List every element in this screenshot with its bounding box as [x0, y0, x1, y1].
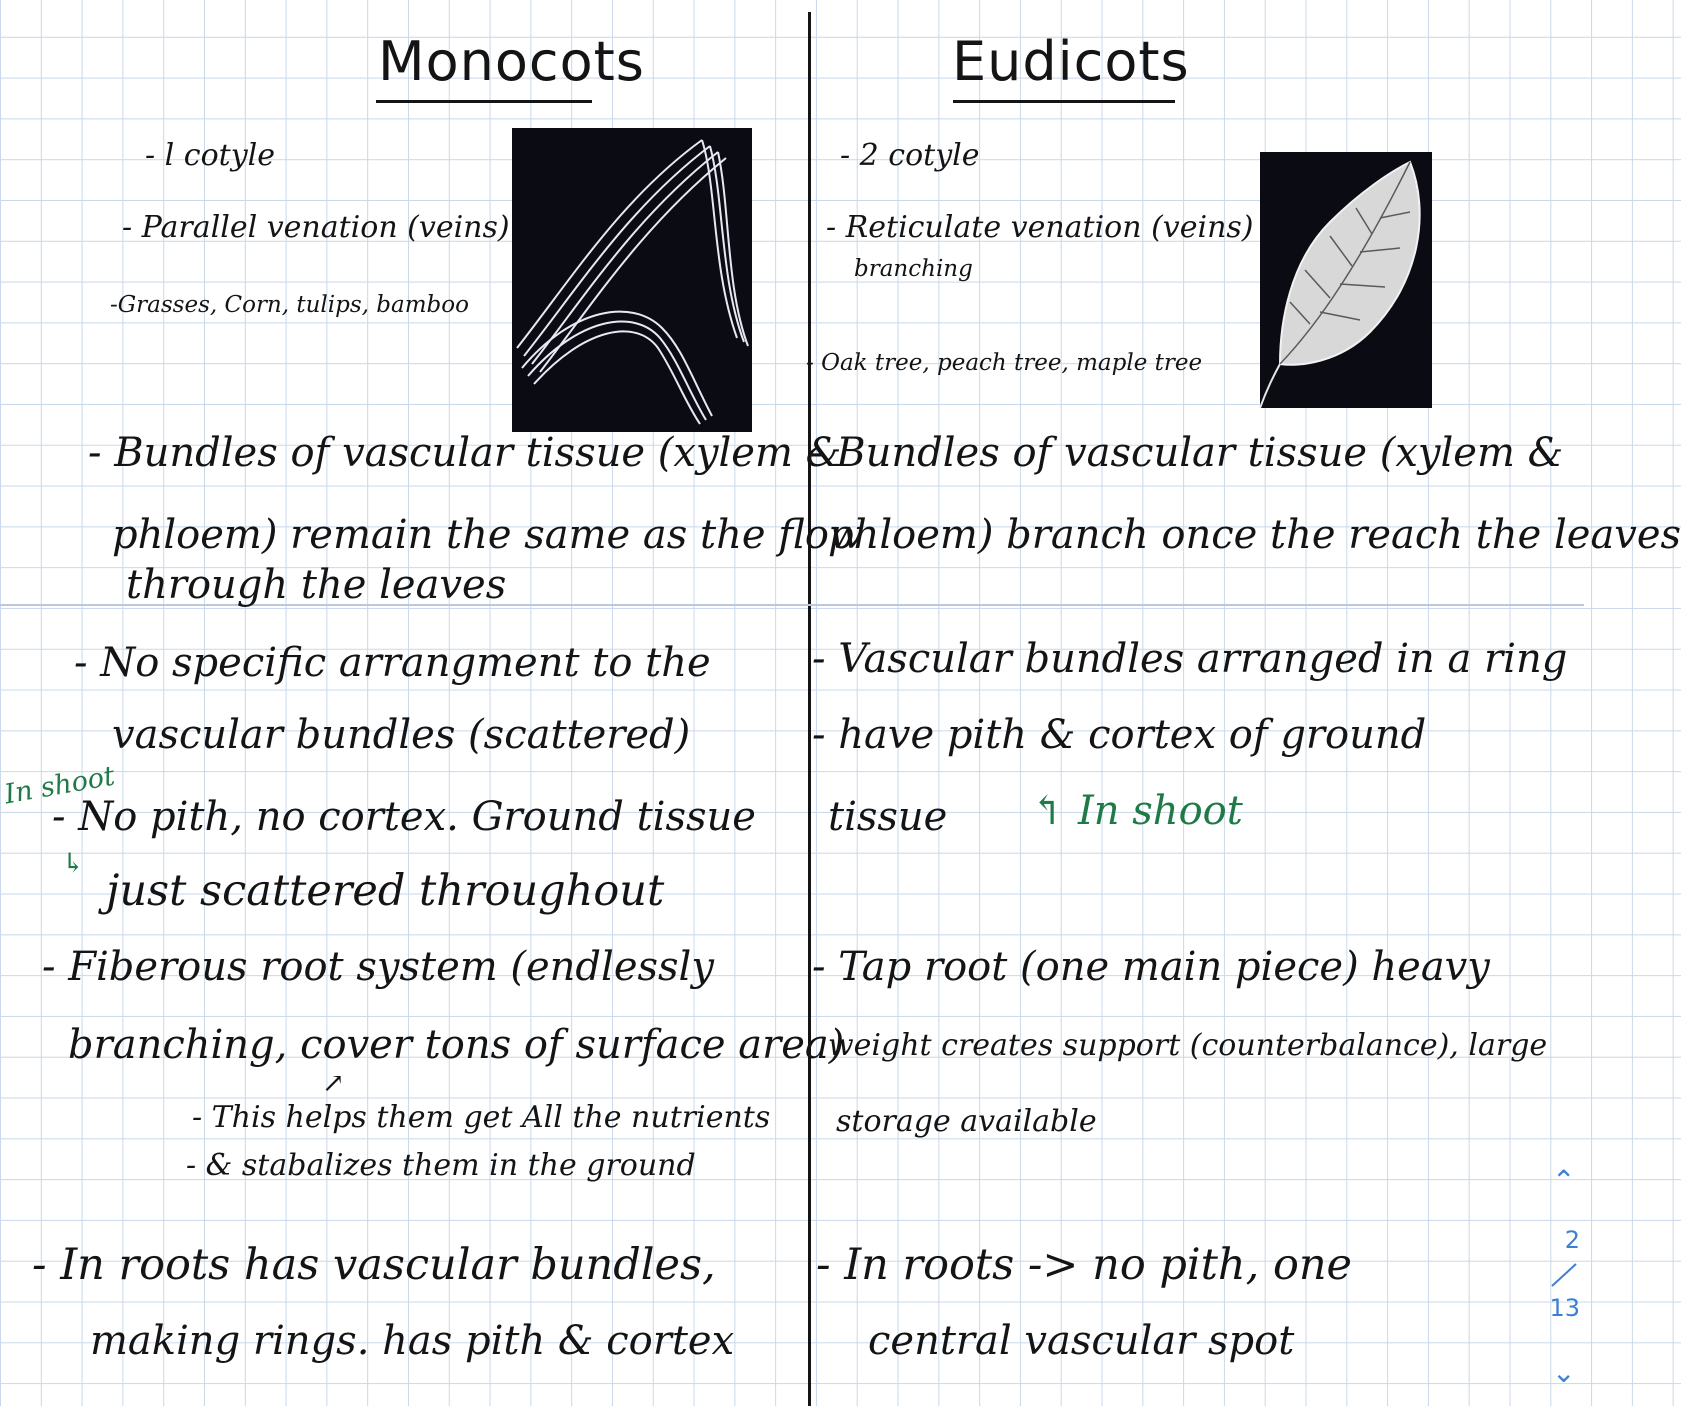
monocots-bundles-line3: through the leaves — [126, 562, 507, 608]
eudicots-heading-underline — [953, 100, 1175, 103]
page-up-chevron-icon[interactable]: ⌃ — [1552, 1164, 1576, 1197]
eudicots-tap-line3: storage available — [836, 1104, 1097, 1139]
monocots-pith-line1: - No pith, no cortex. Ground tissue — [52, 794, 756, 840]
monocots-root-line2: branching, cover tons of surface area) — [68, 1022, 845, 1068]
eudicots-roots-line1: - In roots -> no pith, one — [816, 1240, 1352, 1290]
monocots-bundles-line2: phloem) remain the same as the flow — [112, 512, 864, 558]
monocot-leaf-image — [512, 128, 752, 432]
monocots-roots-line1: - In roots has vascular bundles, — [32, 1240, 716, 1290]
monocots-caret-arrow-icon: ↗ — [322, 1068, 345, 1099]
monocots-venation: - Parallel venation (veins) — [122, 210, 510, 245]
monocots-heading: Monocots — [378, 30, 645, 93]
page-navigator — [1544, 1164, 1584, 1406]
monocots-sub-point-2: - & stabalizes them in the ground — [186, 1148, 696, 1183]
total-pages-number: 13 — [1549, 1294, 1580, 1322]
eudicots-venation: - Reticulate venation (veins) — [826, 210, 1254, 245]
monocots-arrangement-line2: vascular bundles (scattered) — [112, 712, 691, 758]
eudicot-leaf-image — [1260, 152, 1432, 408]
eudicots-roots-line2: central vascular spot — [868, 1318, 1295, 1364]
eudicots-tap-line1: - Tap root (one main piece) heavy — [812, 944, 1490, 990]
eudicots-branching-note: branching — [854, 256, 973, 282]
eudicots-in-shoot-note: In shoot — [1078, 788, 1243, 834]
monocots-arrangement-line1: - No specific arrangment to the — [74, 640, 711, 686]
monocots-root-line1: - Fiberous root system (endlessly — [42, 944, 714, 990]
monocots-pith-line2: just scattered throughout — [106, 866, 665, 916]
column-divider — [808, 12, 811, 1406]
monocots-examples: -Grasses, Corn, tulips, bamboo — [110, 292, 469, 318]
page-down-chevron-icon[interactable]: ⌄ — [1552, 1356, 1576, 1389]
monocots-heading-underline — [376, 100, 592, 103]
monocots-in-shoot-note: In shoot — [2, 760, 118, 811]
eudicots-pith-line2: tissue — [828, 794, 948, 840]
eudicots-tap-line2: weight creates support (counterbalance), large — [828, 1028, 1548, 1063]
monocots-bundles-line1: - Bundles of vascular tissue (xylem & — [88, 430, 842, 476]
eudicots-pith-line1: - have pith & cortex of ground — [812, 712, 1427, 758]
eudicots-examples: - Oak tree, peach tree, maple tree — [806, 350, 1203, 376]
eudicots-cotyle: - 2 cotyle — [840, 138, 980, 173]
eudicots-ring: - Vascular bundles arranged in a ring — [812, 636, 1568, 682]
eudicots-bundles-line1: - Bundles of vascular tissue (xylem & — [810, 430, 1564, 476]
eudicots-bundles-line2: phloem) branch once the reach the leaves — [828, 512, 1681, 558]
monocots-sub-point-1: - This helps them get All the nutrients — [192, 1100, 771, 1135]
current-page-number: 2 — [1564, 1226, 1580, 1254]
page-separator-slash-icon — [1550, 1262, 1578, 1288]
monocots-roots-line2: making rings. has pith & cortex — [90, 1318, 735, 1364]
monocots-cotyle: - l cotyle — [145, 138, 276, 173]
monocots-note-arrow-icon: ↳ — [62, 848, 85, 879]
eudicots-heading: Eudicots — [952, 30, 1190, 93]
eudicots-note-arrow-icon: ↰ — [1030, 788, 1064, 834]
